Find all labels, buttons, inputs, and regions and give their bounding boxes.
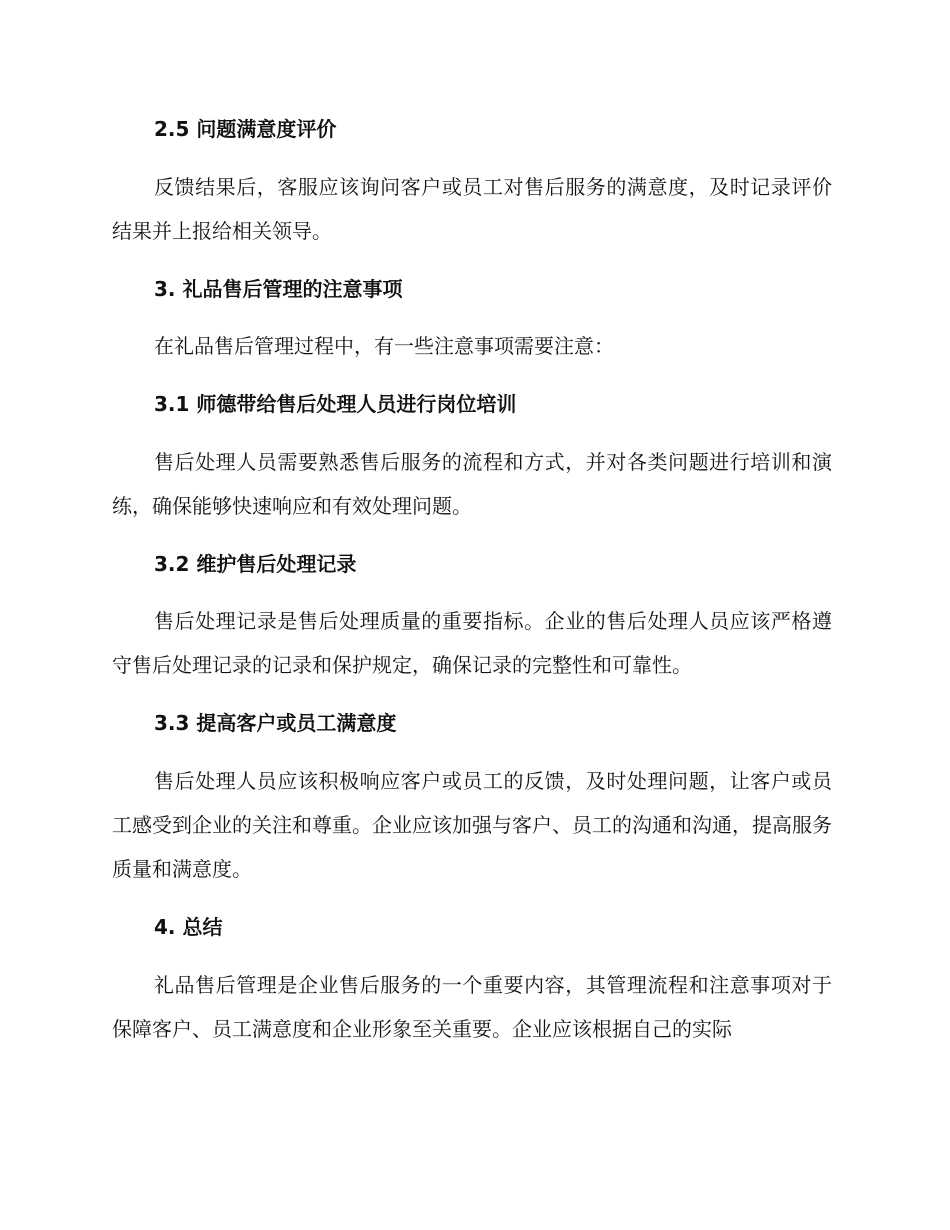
section-heading-3-1: 3.1 师德带给售后处理人员进行岗位培训 [154,392,517,416]
section-paragraph-2-5: 反馈结果后，客服应该询问客户或员工对售后服务的满意度，及时记录评价结果并上报给相关领导。 [112,175,832,243]
section-paragraph-3: 在礼品售后管理过程中，有一些注意事项需要注意： [154,334,614,358]
section-paragraph-3-3: 售后处理人员应该积极响应客户或员工的反馈，及时处理问题，让客户或员工感受到企业的关注和尊重。企业应该加强与客户、员工的沟通和沟通，提高服务质量和满意度。 [112,769,832,881]
section-heading-3: 3. 礼品售后管理的注意事项 [154,277,403,301]
section-paragraph-3-2: 售后处理记录是售后处理质量的重要指标。企业的售后处理人员应该严格遵守售后处理记录的记录和保护规定，确保记录的完整性和可靠性。 [112,609,832,677]
section-paragraph-3-1: 售后处理人员需要熟悉售后服务的流程和方式，并对各类问题进行培训和演练，确保能够快速响应和有效处理问题。 [112,450,832,518]
section-heading-4: 4. 总结 [154,915,223,939]
section-heading-3-2: 3.2 维护售后处理记录 [154,552,357,576]
section-paragraph-4: 礼品售后管理是企业售后服务的一个重要内容，其管理流程和注意事项对于保障客户、员工满意度和企业形象至关重要。企业应该根据自己的实际 [112,973,832,1041]
section-heading-2-5: 2.5 问题满意度评价 [154,117,337,141]
section-heading-3-3: 3.3 提高客户或员工满意度 [154,711,397,735]
